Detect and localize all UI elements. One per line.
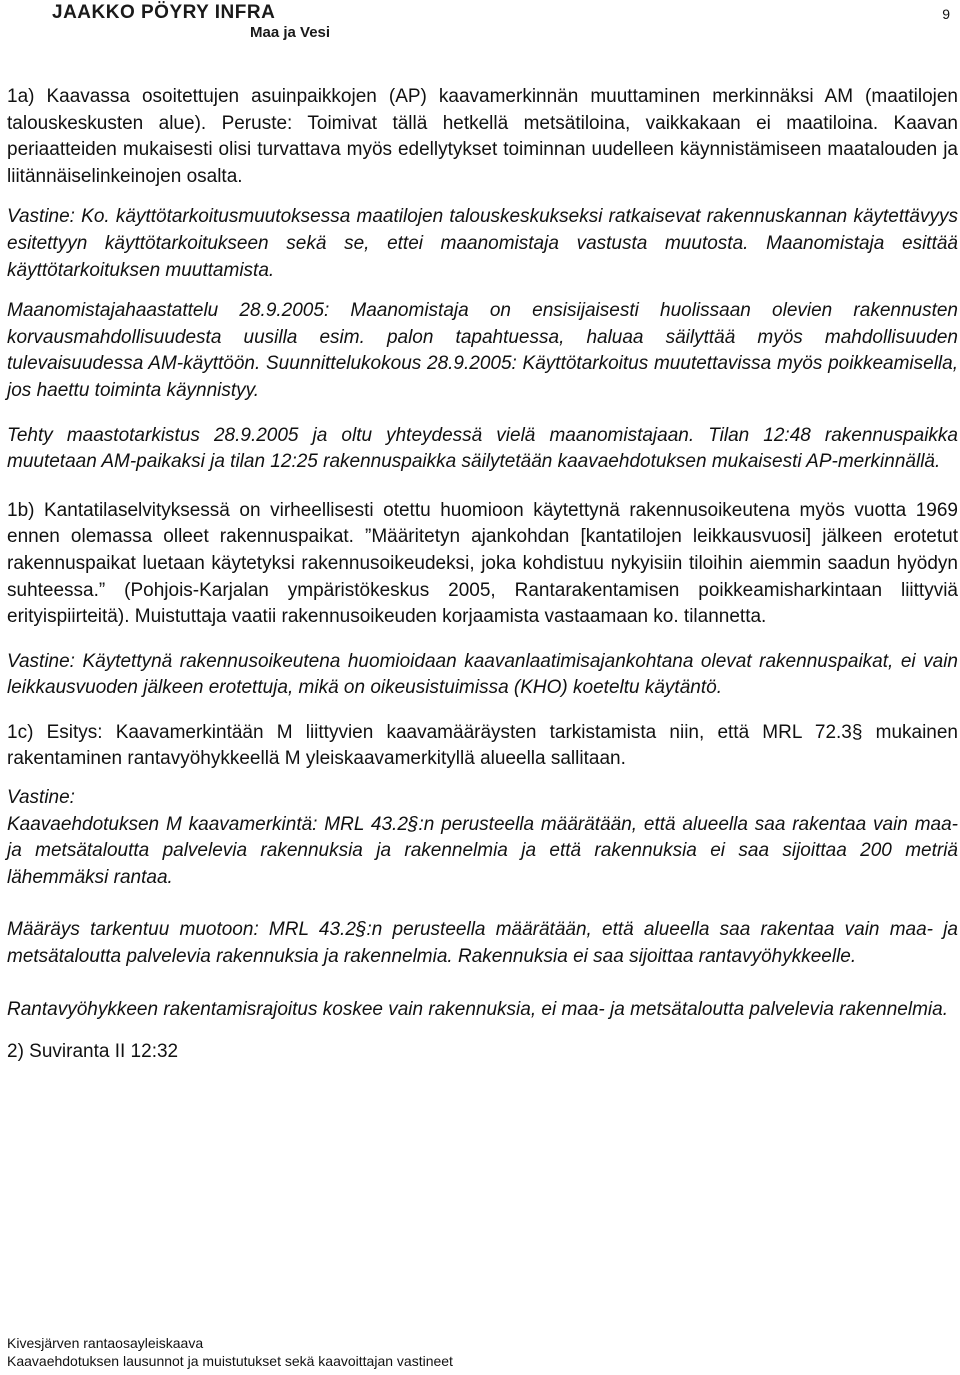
paragraph-rantavyohyke: Rantavyöhykkeen rakentamisrajoitus koskee vain rakennuksia, ei maa- ja metsätaloutta palvelevia rakennelmia. xyxy=(7,998,948,1020)
page-footer xyxy=(7,1334,453,1370)
document-body xyxy=(7,84,958,1080)
paragraph-maanomistajahaastattelu: Maanomistajahaastattelu 28.9.2005: Maanomistaja on ensisijaisesti huolissaan olevien rakennusten korvausmahdollisuudesta uusilla esim. palon tapahtuessa, haluaa säilyttää myös mahdollisuuden tulevaisuudessa AM-käyttöön. Suunnittelukokous 28.9.2005: Käyttötarkoitus muutettavissa myös poikkeamisella, jos haettu toiminta käynnistyy. xyxy=(7,300,958,401)
logo-sub-text: Maa ja Vesi xyxy=(250,24,331,41)
company-logo xyxy=(52,2,352,42)
paragraph-m-kaavamerkinta: Kaavaehdotuksen M kaavamerkintä: MRL 43.2§:n perusteella määrätään, että alueella saa rakentaa vain maa- ja metsätaloutta palvelevia rakennuksia ja rakennelmia ja että rakennuksia ei saa sijoittaa 200 metriä lähemmäksi rantaa. xyxy=(7,813,958,888)
paragraph-vastine-1c-label: Vastine: xyxy=(7,787,75,809)
footer-line-2: Kaavaehdotuksen lausunnot ja muistutukset sekä kaavoittajan vastineet xyxy=(7,1353,453,1369)
paragraph-vastine-1a: Vastine: Ko. käyttötarkoitusmuutoksessa maatilojen talouskeskukseksi ratkaisevat rakennuskannan käytettävyys esitettyyn käyttötarkoitukseen sekä se, ettei maanomistaja vastusta muutosta. Maanomistaja esittää käyttötarkoituksen muuttamista. xyxy=(7,206,958,281)
paragraph-2: 2) Suviranta II 12:32 xyxy=(7,1041,179,1063)
page-number: 9 xyxy=(942,6,950,22)
footer-line-1: Kivesjärven rantaosayleiskaava xyxy=(7,1335,204,1351)
paragraph-vastine-1b: Vastine: Käytettynä rakennusoikeutena huomioidaan kaavanlaatimisajankohtana olevat rakennuspaikat, ei vain leikkausvuoden jälkeen erotettuja, mikä on oikeusistuimissa (KHO) koeteltu käytäntö. xyxy=(7,650,958,699)
paragraph-1b: 1b) Kantatilaselvityksessä on virheellisesti otettu huomioon käytettynä rakennusoikeutena myös vuotta 1969 ennen olemassa olleet rakennuspaikat. ”Määritetyn ajankohdan [kantatilojen leikkausvuosi] jälkeen erotetut rakennuspaikat luetaan käytetyksi rakennusoikeudeksi, joka kohdistuu nykyisiin tiloihin aiemmin saadun hyödyn suhteessa.” (Pohjois-Karjalan ympäristökeskus 2005, Rantarakentamisen poikkeamisharkintaan liittyviä erityispiirteitä). Muistuttaja vaatii rakennusoikeuden korjaamista vastaamaan ko. tilannetta. xyxy=(7,499,958,628)
logo-main-text: JAAKKO PÖYRY INFRA xyxy=(52,2,276,23)
paragraph-maastotarkistus: Tehty maastotarkistus 28.9.2005 ja oltu yhteydessä vielä maanomistajaan. Tilan 12:48 rakennuspaikka muutetaan AM-paikaksi ja tilan 12:25 rakennuspaikka säilytetään kaavaehdotuksen mukaisesti AP-merkinnällä. xyxy=(7,424,958,473)
paragraph-1a: 1a) Kaavassa osoitettujen asuinpaikkojen (AP) kaavamerkinnän muuttaminen merkinnäksi AM (maatilojen talouskeskusten alue). Peruste: Toimivat tällä hetkellä metsätiloina, vaikkakaan ei maatiloina. Kaavan periaatteiden mukaisesti olisi turvattava myös edellytykset toiminnan uudelleen käynnistämiseen maatalouden ja liitännäiselinkeinojen osalta. xyxy=(7,86,958,187)
paragraph-1c: 1c) Esitys: Kaavamerkintään M liittyvien kaavamääräysten tarkistamista niin, että MRL 72.3§ mukainen rakentaminen rantavyöhykkeellä M yleiskaavamerkityllä alueella sallitaan. xyxy=(7,721,958,770)
paragraph-maarays: Määräys tarkentuu muotoon: MRL 43.2§:n perusteella määrätään, että alueella saa rakentaa vain maa- ja metsätaloutta palvelevia rakennuksia ja rakennelmia. Rakennuksia ei saa sijoittaa rantavyöhykkeelle. xyxy=(7,919,958,968)
